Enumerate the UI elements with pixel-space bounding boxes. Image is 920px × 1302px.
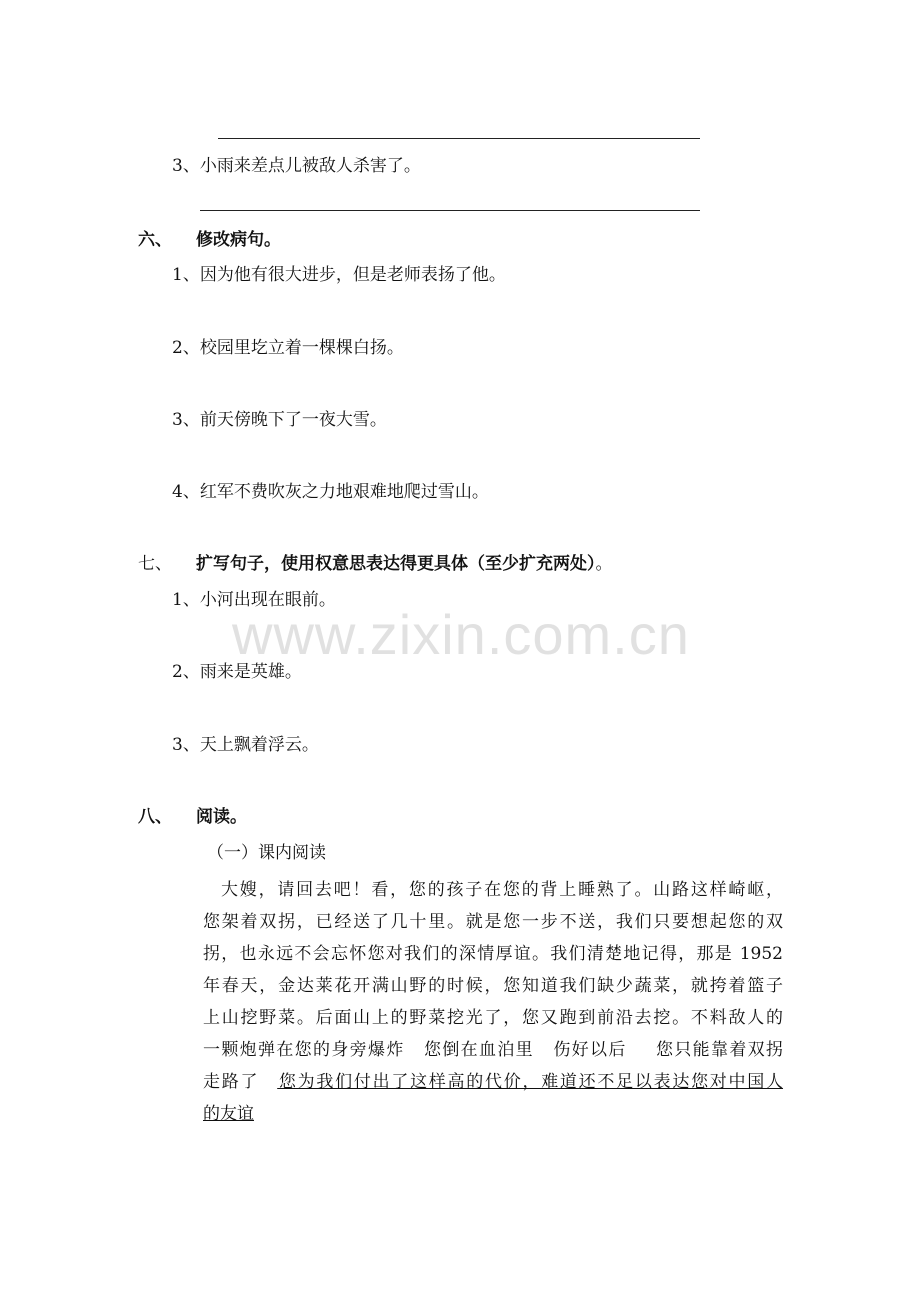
section-7-title-wrap <box>196 554 613 574</box>
passage-line-6-part-c: 伤好以后 <box>552 1040 627 1060</box>
answer-line-1 <box>218 138 700 139</box>
section-6-item-3: 3、前天傍晚下了一夜大雪。 <box>172 410 387 430</box>
passage-line-3: 拐，也永远不会忘怀您对我们的深情厚谊。我们清楚地记得，那是 1952 <box>203 944 783 964</box>
section-7-item-3: 3、天上飘着浮云。 <box>172 735 319 755</box>
passage-line-6-part-b: 您倒在血泊里 <box>422 1040 535 1060</box>
passage-line-2: 您架着双拐，已经送了几十里。就是您一步不送，我们只要想起您的双 <box>203 912 783 932</box>
answer-line-2 <box>200 210 700 211</box>
passage-line-8-underlined: 的友谊 <box>203 1104 254 1124</box>
section-8-title: 阅读。 <box>196 807 247 827</box>
passage-line-7-underlined: 您为我们付出了这样高的代价，难道还不足以表达您对中国人 <box>277 1072 784 1092</box>
section-7-title: 扩写句子，使用权意思表达得更具体（至少扩充两处） <box>196 554 596 574</box>
section-8-subtitle: （一）课内阅读 <box>207 843 326 863</box>
passage-line-8 <box>203 1098 783 1130</box>
section-6-title: 修改病句。 <box>196 230 281 250</box>
section-7-item-2: 2、雨来是英雄。 <box>172 662 302 682</box>
section-7-title-end: 。 <box>595 554 613 574</box>
item-top-3: 3、小雨来差点儿被敌人杀害了。 <box>172 156 421 176</box>
section-6-item-2: 2、校园里圪立着一棵棵白扬。 <box>172 338 404 358</box>
passage-line-7 <box>203 1066 783 1098</box>
section-7-number: 七、 <box>138 554 172 574</box>
passage-line-1: 大嫂，请回去吧！看，您的孩子在您的背上睡熟了。山路这样崎岖， <box>221 880 783 900</box>
passage-line-6-part-a: 一颗炮弹在您的身旁爆炸 <box>203 1040 405 1060</box>
watermark: www.zixin.com.cn <box>232 603 690 666</box>
section-6-item-4: 4、红军不费吹灰之力地艰难地爬过雪山。 <box>172 482 489 502</box>
section-6-number: 六、 <box>138 230 172 250</box>
section-6-item-1: 1、因为他有很大进步，但是老师表扬了他。 <box>172 265 506 285</box>
passage-line-7-part-a: 走路了 <box>203 1072 260 1092</box>
reading-passage <box>203 874 783 1130</box>
passage-line-6 <box>203 1034 783 1066</box>
section-8-number: 八、 <box>138 807 172 827</box>
passage-line-5: 上山挖野菜。后面山上的野菜挖光了，您又跑到前沿去挖。不料敌人的 <box>203 1008 783 1028</box>
passage-line-6-part-d: 您只能靠着双拐 <box>654 1040 784 1060</box>
passage-line-4: 年春天，金达莱花开满山野的时候，您知道我们缺少蔬菜，就挎着篮子 <box>203 976 783 996</box>
section-7-item-1: 1、小河出现在眼前。 <box>172 590 336 610</box>
